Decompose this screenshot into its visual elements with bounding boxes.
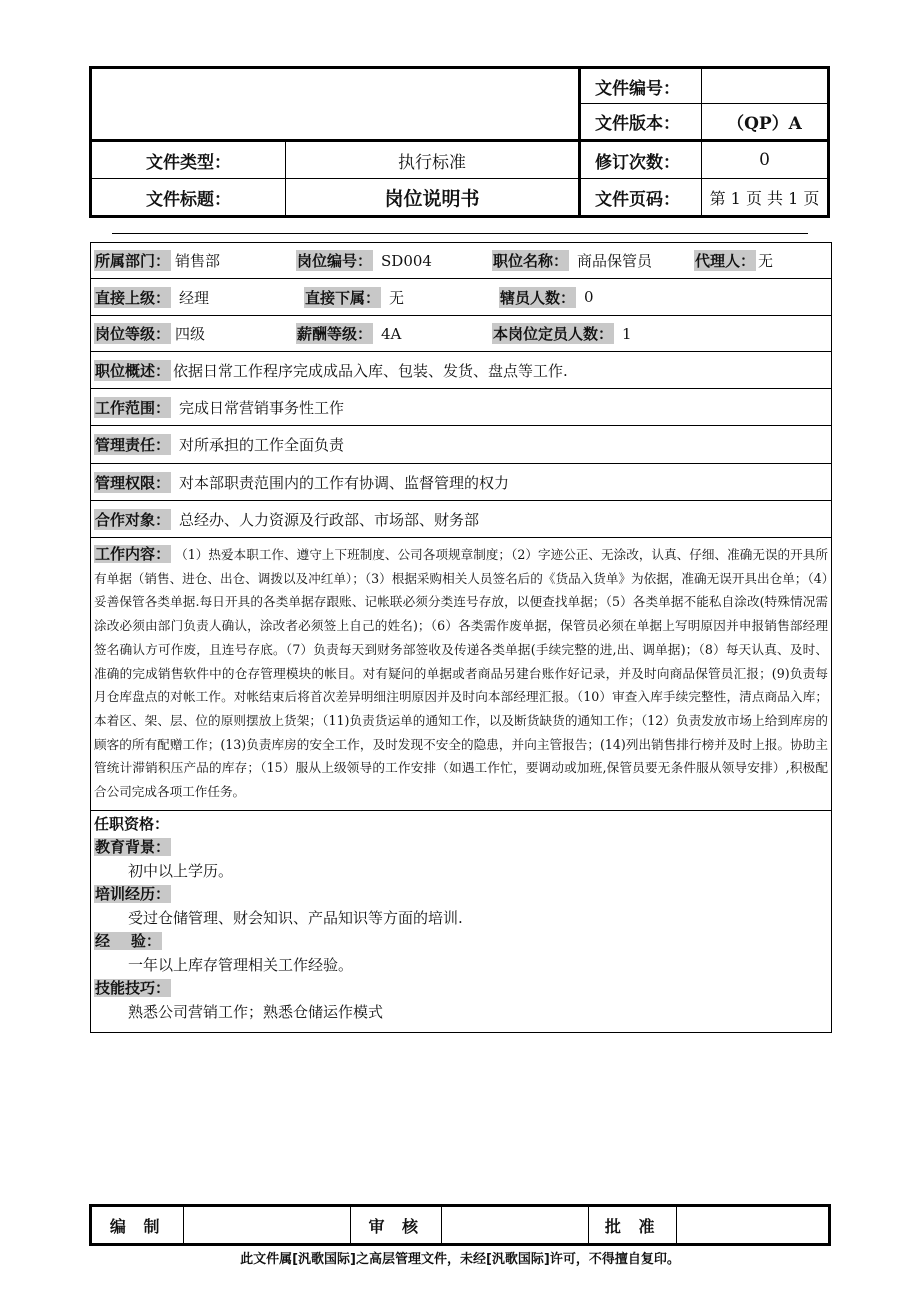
doc-type-label: 文件类型： bbox=[91, 141, 286, 179]
scope-value: 完成日常营销事务性工作 bbox=[179, 398, 345, 417]
authority-value: 对本部职责范围内的工作有协调、监督管理的权力 bbox=[179, 473, 510, 492]
deputy-value: 无 bbox=[758, 252, 774, 270]
quals-label: 任职资格： bbox=[94, 814, 170, 833]
quota-value: 1 bbox=[622, 324, 632, 343]
divider-rule bbox=[112, 233, 808, 234]
review-value bbox=[442, 1206, 589, 1245]
exp-label: 经 验： bbox=[95, 932, 161, 951]
compile-label: 编 制 bbox=[91, 1206, 184, 1245]
row-qualifications bbox=[91, 811, 831, 1033]
job-description-table bbox=[90, 242, 832, 1033]
dept-label: 所属部门： bbox=[95, 252, 171, 270]
edu-value: 初中以上学历。 bbox=[128, 861, 234, 880]
confidentiality-note: 此文件属[汎歌国际]之高层管理文件，未经[汎歌国际]许可，不得擅自复印。 bbox=[240, 1252, 680, 1267]
salary-label: 薪酬等级： bbox=[297, 325, 373, 343]
title-label: 职位名称： bbox=[493, 252, 569, 270]
doc-title-label: 文件标题： bbox=[91, 179, 286, 217]
quota-label: 本岗位定员人数： bbox=[493, 325, 614, 343]
page-label: 文件页码： bbox=[580, 179, 702, 217]
partners-label: 合作对象： bbox=[95, 510, 171, 529]
staff-count-value: 0 bbox=[584, 288, 594, 306]
row-grade bbox=[91, 316, 831, 352]
page-value: 第 1 页 共 1 页 bbox=[702, 179, 829, 217]
document-header bbox=[89, 66, 830, 218]
doc-version-label: 文件版本： bbox=[580, 104, 702, 141]
authority-label: 管理权限： bbox=[95, 473, 171, 492]
row-summary bbox=[91, 352, 831, 389]
staff-count-label: 辖员人数： bbox=[500, 288, 576, 307]
row-authority bbox=[91, 464, 831, 501]
grade-value: 四级 bbox=[175, 325, 206, 343]
header-blank-area bbox=[91, 68, 580, 141]
grade-label: 岗位等级： bbox=[95, 325, 171, 343]
duties-value: （1）热爱本职工作、遵守上下班制度、公司各项规章制度；（2）字迹公正、无涂改，认真、仔细、准确无误的开具所有单据（销售、进仓、出仓、调拨以及冲红单）；（3）根据采购相关人员签名后的《货品入货单》为依据，准确无误开具出仓单；（4）妥善保管各类单据.每日开具的各类单据存跟账、记帐联必须分类连号存放，以便查找单据；（5）各类单据不能私自涂改(特殊情况需涂改必须由部门负责人确认，涂改者必须签上自己的姓名)；（6）各类需作废单据，保管员必须在单据上写明原因并申报销售部经理签名确认方可作废，且连号存底。（7）负责每天到财务部签收及传递各类单据(手续完整的进,出、调单据)；（8）每天认真、及时、准确的完成销售软件中的仓存管理模块的帐目。对有疑问的单据或者商品另建台账作好记录，并及时向商品保管员汇报；(9)负责每月仓库盘点的对帐工作。对帐结束后将首次差异明细注明原因并及时向本部经理汇报。（10）审查入库手续完整性，清点商品入库；本着区、架、层、位的原则摆放上货架；（11)负责货运单的通知工作，以及断货缺货的通知工作；（12）负责发放市场上给到库房的顾客的所有配赠工作；(13)负责库房的安全工作，及时发现不安全的隐患，并向主管报告；(14)列出销售排行榜并及时上报。协助主管统计滞销积压产品的库存；（15）服从上级领导的工作安排（如遇工作忙，要调动或加班,保管员要无条件服从领导安排）,积极配合公司完成各项工作任务。 bbox=[94, 547, 828, 800]
revision-value: 0 bbox=[702, 141, 829, 179]
doc-number-label: 文件编号： bbox=[580, 68, 702, 104]
duties-label: 工作内容： bbox=[95, 545, 171, 563]
row-responsibility bbox=[91, 426, 831, 464]
doc-version-value: （QP）A bbox=[702, 104, 829, 141]
review-label: 审 核 bbox=[351, 1206, 442, 1245]
summary-label: 职位概述： bbox=[95, 361, 171, 380]
superior-value: 经理 bbox=[179, 288, 210, 307]
compile-value bbox=[184, 1206, 351, 1245]
scope-label: 工作范围： bbox=[95, 398, 171, 417]
approve-label: 批 准 bbox=[589, 1206, 677, 1245]
skills-label: 技能技巧： bbox=[95, 979, 171, 998]
training-value: 受过仓储管理、财会知识、产品知识等方面的培训. bbox=[128, 908, 463, 927]
title-value: 商品保管员 bbox=[577, 252, 653, 270]
salary-value: 4A bbox=[381, 324, 402, 343]
summary-value: 依据日常工作程序完成成品入库、包装、发货、盘点等工作. bbox=[173, 361, 568, 380]
responsibility-value: 对所承担的工作全面负责 bbox=[179, 436, 345, 454]
row-partners bbox=[91, 501, 831, 538]
edu-label: 教育背景： bbox=[95, 838, 171, 857]
signature-footer bbox=[89, 1204, 831, 1246]
row-scope bbox=[91, 389, 831, 426]
partners-value: 总经办、人力资源及行政部、市场部、财务部 bbox=[179, 510, 480, 529]
row-duties bbox=[91, 538, 831, 811]
doc-type-value: 执行标准 bbox=[286, 141, 580, 179]
responsibility-label: 管理责任： bbox=[95, 436, 171, 454]
skills-value: 熟悉公司营销工作；熟悉仓储运作模式 bbox=[128, 1002, 384, 1021]
deputy-label: 代理人： bbox=[695, 252, 756, 270]
row-reporting bbox=[91, 279, 831, 316]
subordinate-value: 无 bbox=[389, 288, 405, 307]
row-basic-info bbox=[91, 243, 831, 279]
superior-label: 直接上级： bbox=[95, 288, 171, 307]
exp-value: 一年以上库存管理相关工作经验。 bbox=[128, 955, 354, 974]
code-label: 岗位编号： bbox=[297, 252, 373, 270]
revision-label: 修订次数： bbox=[580, 141, 702, 179]
code-value: SD004 bbox=[381, 251, 432, 270]
doc-number-value bbox=[702, 68, 829, 104]
dept-value: 销售部 bbox=[175, 252, 221, 270]
doc-title-value: 岗位说明书 bbox=[286, 179, 580, 217]
approve-value bbox=[677, 1206, 830, 1245]
subordinate-label: 直接下属： bbox=[305, 288, 381, 307]
training-label: 培训经历： bbox=[95, 885, 171, 904]
